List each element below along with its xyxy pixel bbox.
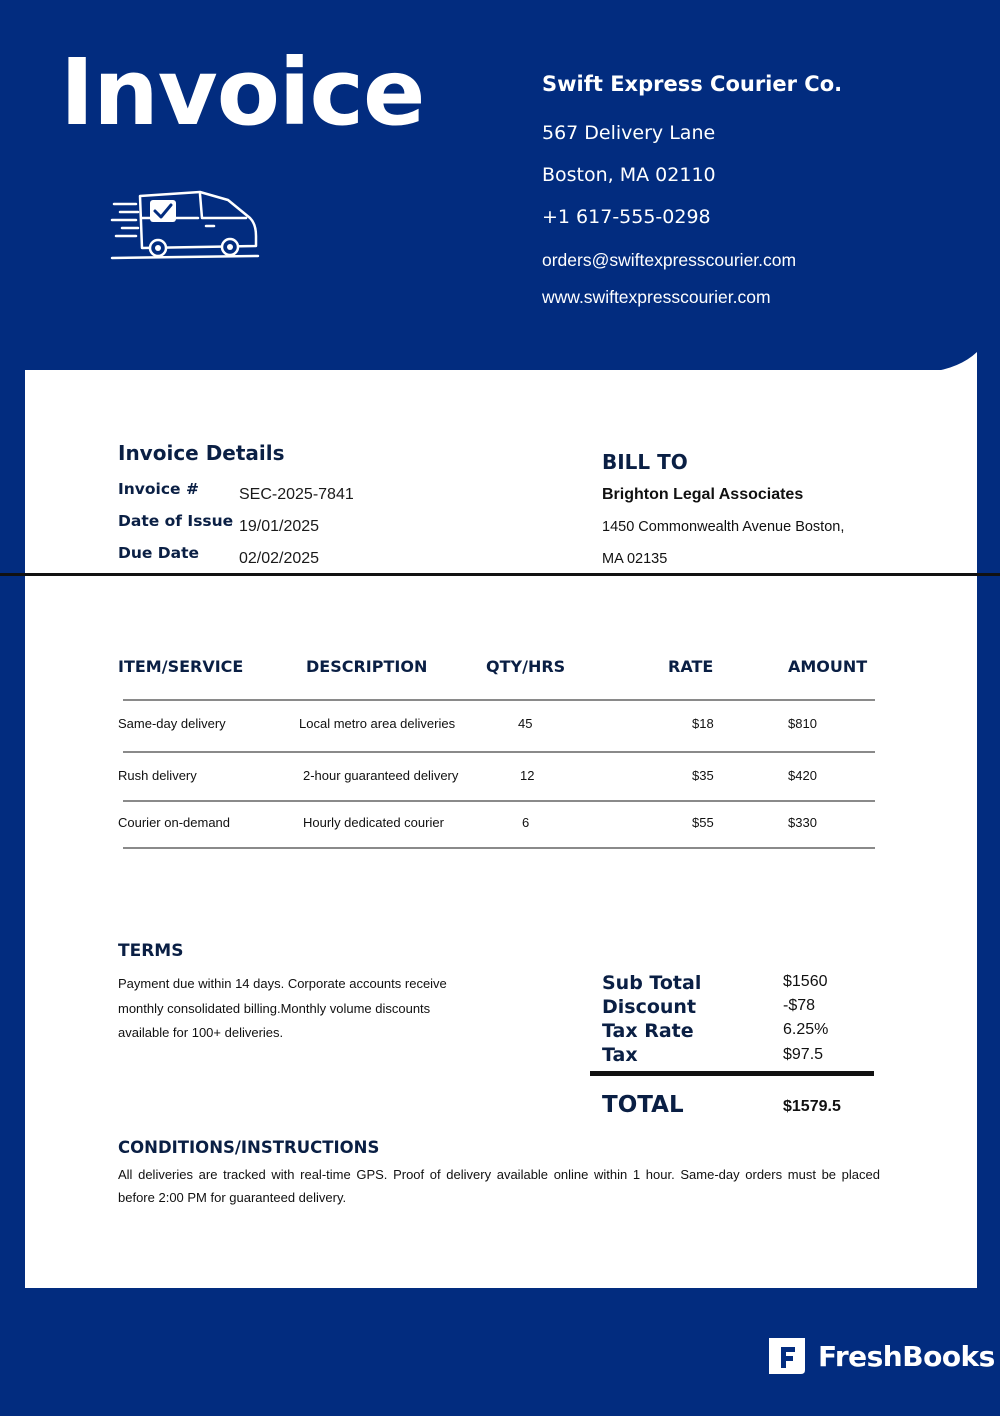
invoice-number-label: Invoice #: [118, 480, 199, 498]
terms-text: Payment due within 14 days. Corporate accounts receive monthly consolidated billing.Monthly volume discounts available for 100+ deliveries.: [118, 976, 447, 1040]
conditions-heading: CONDITIONS/INSTRUCTIONS: [118, 1138, 380, 1157]
row1-qty: 45: [518, 716, 533, 731]
column-header-item: ITEM/SERVICE: [118, 657, 244, 676]
client-address-line2: MA 02135: [602, 551, 668, 567]
table-rule: [123, 751, 875, 753]
row3-qty: 6: [522, 815, 530, 830]
delivery-van-icon: [110, 188, 260, 264]
tax-rate-label: Tax Rate: [602, 1020, 694, 1042]
invoice-details-heading: Invoice Details: [118, 441, 285, 465]
row2-description: 2-hour guaranteed delivery: [303, 768, 459, 783]
total-label: TOTAL: [602, 1092, 684, 1118]
column-header-description: DESCRIPTION: [306, 657, 428, 676]
bill-to-heading: BILL TO: [602, 450, 688, 474]
row1-item: Same-day delivery: [118, 716, 226, 731]
freshbooks-brand: FreshBooks: [818, 1340, 995, 1373]
invoice-number: SEC-2025-7841: [239, 486, 354, 503]
row1-rate: $18: [692, 716, 714, 731]
company-address-line2: Boston, MA 02110: [542, 164, 716, 186]
column-header-qty: QTY/HRS: [486, 657, 566, 676]
discount-label: Discount: [602, 996, 697, 1018]
company-phone: +1 617-555-0298: [542, 206, 711, 228]
row3-rate: $55: [692, 815, 714, 830]
client-address-line1: 1450 Commonwealth Avenue Boston,: [602, 519, 845, 535]
company-email: orders@swiftexpresscourier.com: [542, 250, 797, 270]
total-value: $1579.5: [783, 1098, 841, 1115]
due-date-label: Due Date: [118, 544, 200, 562]
row1-description: Local metro area deliveries: [299, 716, 456, 731]
conditions-text: All deliveries are tracked with real-time GPS. Proof of delivery available online within 1 hour. Same-day orders must be placed before 2:00 PM for guaranteed delivery.: [118, 1167, 880, 1205]
company-address-line1: 567 Delivery Lane: [542, 122, 716, 144]
table-rule: [123, 847, 875, 849]
due-date: 02/02/2025: [239, 550, 320, 567]
company-website: www.swiftexpresscourier.com: [542, 287, 771, 307]
row2-item: Rush delivery: [118, 768, 197, 783]
client-name: Brighton Legal Associates: [602, 486, 804, 503]
table-rule: [123, 800, 875, 802]
row3-description: Hourly dedicated courier: [303, 815, 444, 830]
row1-amount: $810: [788, 716, 817, 731]
tax-label: Tax: [602, 1044, 638, 1066]
freshbooks-logo-icon: [765, 1334, 809, 1378]
invoice-title: Invoice: [60, 39, 425, 146]
row2-qty: 12: [520, 768, 535, 783]
column-header-amount: AMOUNT: [788, 657, 868, 676]
card-corner-wave: [930, 350, 977, 372]
totals-rule: [590, 1071, 874, 1076]
tax-rate-value: 6.25%: [783, 1021, 829, 1038]
row3-amount: $330: [788, 815, 817, 830]
issue-date-label: Date of Issue: [118, 512, 234, 530]
discount-value: -$78: [783, 997, 816, 1014]
issue-date: 19/01/2025: [239, 518, 320, 535]
company-name: Swift Express Courier Co.: [542, 72, 843, 96]
subtotal-label: Sub Total: [602, 972, 702, 994]
row2-rate: $35: [692, 768, 714, 783]
divider-line: [0, 573, 1000, 576]
subtotal-value: $1560: [783, 973, 828, 990]
tax-value: $97.5: [783, 1046, 824, 1063]
row2-amount: $420: [788, 768, 817, 783]
column-header-rate: RATE: [668, 657, 714, 676]
table-rule: [123, 699, 875, 701]
row3-item: Courier on-demand: [118, 815, 231, 830]
terms-heading: TERMS: [118, 941, 184, 961]
